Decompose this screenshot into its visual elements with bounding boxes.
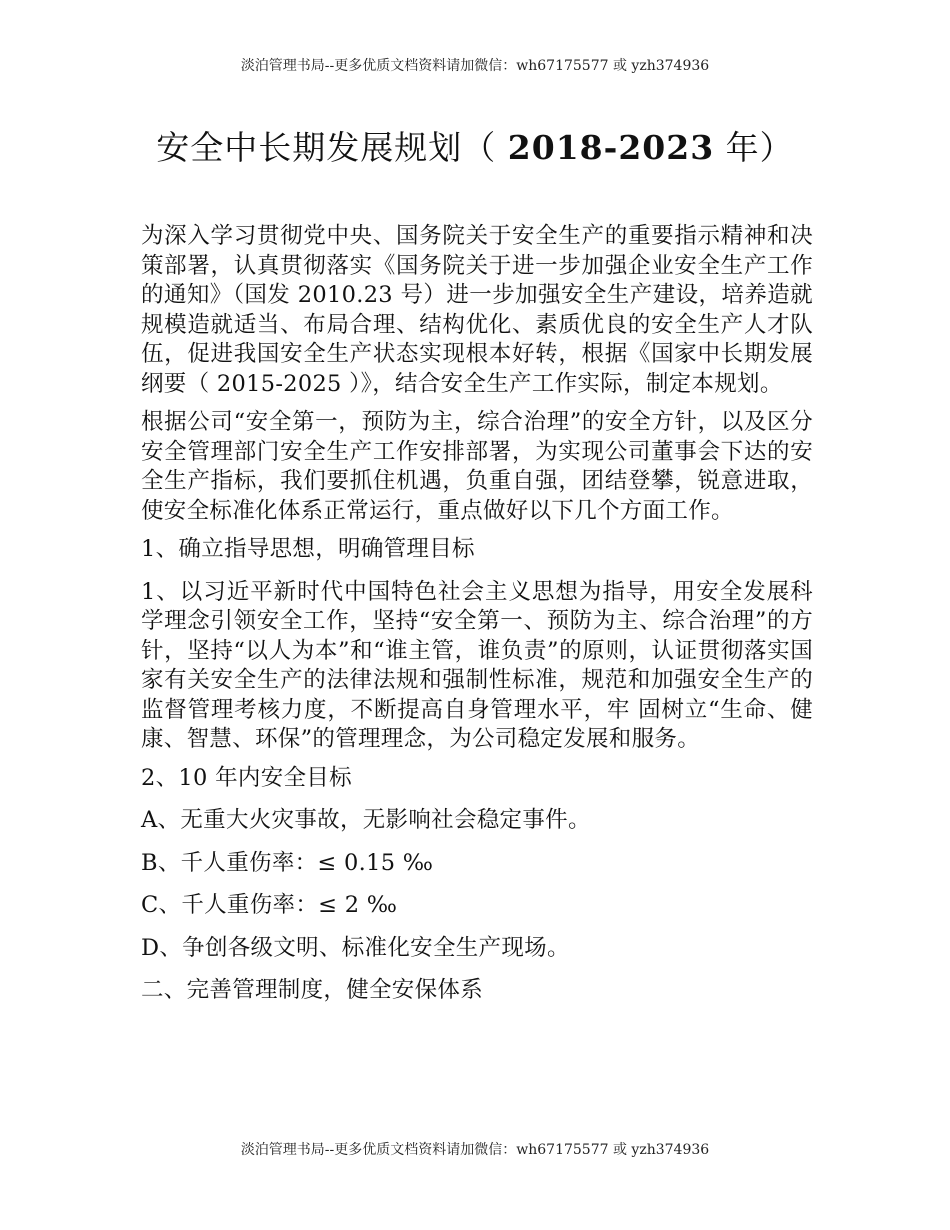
section-heading-guiding-ideology: 1、确立指导思想，明确管理目标 xyxy=(141,536,475,562)
title-year-range: 2018-2023 xyxy=(507,128,715,167)
target-item-b: B、千人重伤率：≤ 0.15 ‰ xyxy=(141,849,434,876)
page-footer: 淡泊管理书局--更多优质文档资料请加微信：wh67175577 或 yzh374936 xyxy=(240,1142,710,1158)
page-header: 淡泊管理书局--更多优质文档资料请加微信：wh67175577 或 yzh374936 xyxy=(240,58,710,74)
target-item-d: D、争创各级文明、标准化安全生产现场。 xyxy=(141,934,570,961)
target-item-a: A、无重大火灾事故，无影响社会稳定事件。 xyxy=(141,807,591,833)
section-heading-management-system: 二、完善管理制度，健全安保体系 xyxy=(141,977,484,1003)
document-title xyxy=(0,126,950,170)
document-body xyxy=(141,222,813,1019)
title-suffix: 年） xyxy=(714,128,794,167)
policy-paragraph: 根据公司“安全第一，预防为主，综合治理”的安全方针，以及区分安全管理部门安全生产工作安排部署，为实现公司董事会下达的安全生产指标，我们要抓住机遇，负重自强，团结登攀，锐意进取，使安全标准化体系正常运行，重点做好以下几个方面工作。 xyxy=(141,409,813,524)
target-item-c: C、千人重伤率：≤ 2 ‰ xyxy=(141,892,398,918)
section-heading-safety-targets: 2、10 年内安全目标 xyxy=(141,764,352,791)
intro-paragraph: 为深入学习贯彻党中央、国务院关于安全生产的重要指示精神和决策部署，认真贯彻落实《国务院关于进一步加强企业安全生产工作的通知》（国发 2010.23 号）进一步加强安全生产建设，培养造就规模造就适当、布局合理、结构优化、素质优良的安全生产人才队伍，促进我国安全生产状态实现根本好转，根据《国家中长期发展纲要（ 2015-2025 ）》，结合安全生产工作实际，制定本规划。 xyxy=(141,223,813,397)
guiding-ideology-paragraph: 1、以习近平新时代中国特色社会主义思想为指导，用安全发展科学理念引领安全工作，坚持“安全第一、预防为主、综合治理”的方针，坚持“以人为本”和“谁主管，谁负责”的原则，认证贯彻落实国家有关安全生产的法律法规和强制性标准，规范和加强安全生产的监督管理考核力度，不断提高自身管理水平，牢 固树立“生命、健康、智慧、环保”的管理理念，为公司稳定发展和服务。 xyxy=(141,578,813,752)
title-prefix: 安全中长期发展规划（ xyxy=(156,128,508,167)
